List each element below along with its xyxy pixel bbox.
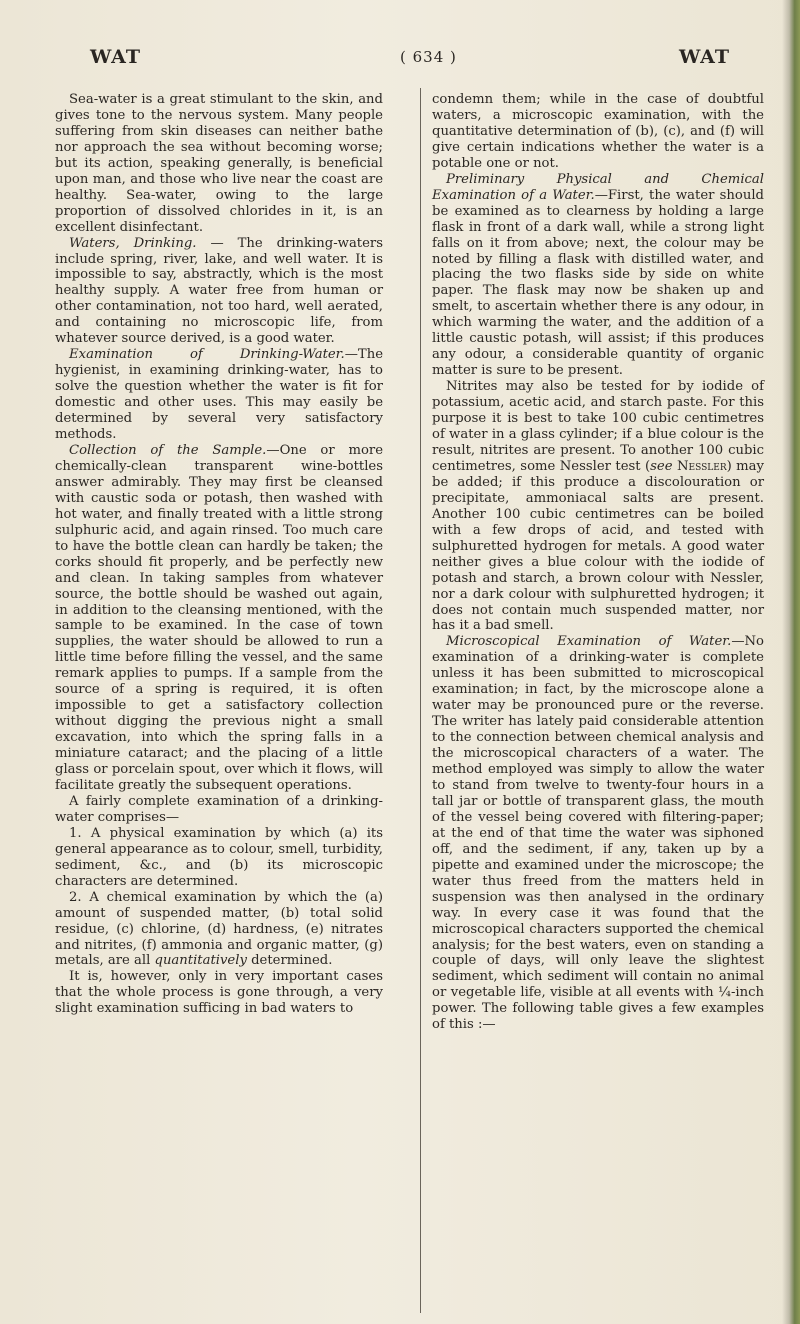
paragraph-body: ) may be added; if this produce a discolouration or precipitate, ammoniacal salts are present. Another 100 cubic centimetres can be boiled with a few drops of acid, and tested with sulphuretted hydrogen for metals. A good water neither gives a blue colour with the iodide of potash and starch, a brown colour with Nessler, nor a dark colour with sulphuretted hydrogen; it does not contain much suspended matter, nor has it a bad smell. <box>432 458 764 634</box>
column-divider <box>420 88 421 1313</box>
paragraph-examination <box>55 347 383 443</box>
emphasis-quantitatively: quantitatively <box>154 953 247 969</box>
running-header <box>90 46 730 76</box>
paragraph-body: determined. <box>246 953 333 969</box>
paragraph-preliminary <box>432 172 764 379</box>
section-heading-microscopical: Microscopical Examination of Water. <box>446 634 732 650</box>
paragraph-body: —One or more chemically-clean transparent wine-bottles answer admirably. They may first be cleansed with caustic soda or potash, then washed with hot water, and finally treated with a little strong sulphuric acid, and again rinsed. Too much care to have the bottle clean can hardly be taken; the corks should fit properly, and be perfectly new and clean. In taking samples from whatever source, the bottle should be washed out again, in addition to the cleansing mentioned, with the sample to be examined. In the case of town supplies, the water should be allowed to run a little time before filling the vessel, and the same remark applies to pumps. If a sample from the source of a spring is required, it is often impossible to get a satisfactory collection without digging the previous night a small excavation, into which the spring falls in a miniature cataract; and the placing of a little glass or porcelain spout, over which it flows, will facilitate greatly the subsequent operations. <box>55 442 383 793</box>
header-left-title: WAT <box>90 46 141 68</box>
paragraph-nitrites <box>432 379 764 634</box>
paragraph-microscopical <box>432 634 764 1033</box>
paragraph-body: —The hygienist, in examining drinking-water, has to solve the question whether the water is fit for domestic and other uses. This may easily be determined by several very satisfactory methods. <box>55 347 383 443</box>
paragraph-body: —First, the water should be examined as to clearness by holding a large flask in front of a dark wall, while a strong light falls on it from above; next, the colour may be noted by filling a flask with distilled water, and placing the two flasks side by side on white paper. The flask may now be shaken up and smelt, to ascertain whether there is any odour, in which warming the water, and the addition of a little caustic potash, will assist; if this produces any odour, a considerable quantity of organic matter is sure to be present. <box>432 187 764 379</box>
section-heading-preliminary: Preliminary Physical and Chemical Examination of a Water. <box>432 171 764 203</box>
paragraph-collection <box>55 443 383 794</box>
paragraph-body: Nitrites may also be tested for by iodide of potassium, acetic acid, and starch paste. For this purpose it is best to take 100 cubic centimetres of water in a glass cylinder; if a blue colour is the result, nitrites are present. To another 100 cubic centimetres, some Nessler test ( <box>432 379 764 474</box>
section-heading-drinking-waters: Waters, Drinking. <box>69 235 197 251</box>
paragraph-body: 2. A chemical examination by which the (a) amount of suspended matter, (b) total solid residue, (c) chlorine, (d) hardness, (e) nitrates and nitrites, (f) ammonia and organic matter, (g) metals, are all <box>55 889 383 969</box>
paragraph-continuation: condemn them; while in the case of doubtful waters, a microscopic examination, with the quantitative determination of (b), (c), and (f) will give certain indications whether the water is a potable one or not. <box>432 92 764 171</box>
paragraph-important-cases: It is, however, only in very important cases that the whole process is gone through, a very slight examination sufficing in bad waters to <box>55 969 383 1017</box>
paragraph-examination-comprises: A fairly complete examination of a drinking-water comprises— <box>55 793 383 825</box>
cross-reference-see: see <box>650 458 673 474</box>
paragraph-drinking-waters <box>55 236 383 348</box>
paragraph-body: — The drinking-waters include spring, river, lake, and well water. It is impossible to say, abstractly, which is the most healthy supply. A water free from human or other contamination, not too hard, well aerated, and containing no microscopic life, from whatever source derived, is a good water. <box>55 235 383 347</box>
list-item-chemical <box>55 890 383 970</box>
list-item-physical: 1. A physical examination by which (a) its general appearance as to colour, smell, turbidity, sediment, &c., and (b) its microscopic characters are determined. <box>55 825 383 889</box>
section-heading-collection: Collection of the Sample. <box>69 442 267 458</box>
page-edge <box>782 0 800 1324</box>
paragraph-sea-water: Sea-water is a great stimulant to the skin, and gives tone to the nervous system. Many people suffering from skin diseases can neither bathe nor approach the sea without becoming worse; but its action, speaking generally, is beneficial upon man, and those who live near the coast are healthy. Sea-water, owing to the large proportion of dissolved chlorides in it, is an excellent disinfectant. <box>55 92 383 235</box>
left-column <box>55 92 383 1017</box>
cross-reference-nessler: Nessler <box>676 458 727 474</box>
right-column <box>432 92 764 1033</box>
section-heading-examination: Examination of Drinking-Water. <box>69 347 345 363</box>
header-right-title: WAT <box>679 46 730 68</box>
page-number: ( 634 ) <box>400 48 457 66</box>
paragraph-body: —No examination of a drinking-water is complete unless it has been submitted to microscopical examination; in fact, by the microscope alone a water may be pronounced pure or the reverse. The writer has lately paid considerable attention to the connection between chemical analysis and the microscopical characters of a water. The method employed was simply to allow the water to stand from twelve to twenty-four hours in a tall jar or bottle of transparent glass, the mouth of the vessel being covered with filtering-paper; at the end of that time the water was siphoned off, and the sediment, if any, taken up by a pipette and examined under the microscope; the water thus freed from the matters held in suspension was then analysed in the ordinary way. In every case it was found that the microscopical characters supported the chemical analysis; for the best waters, even on standing a couple of days, will only leave the slightest sediment, which sediment will contain no animal or vegetable life, visible at all events with ¼-inch power. The following table gives a few examples of this :— <box>432 634 764 1033</box>
